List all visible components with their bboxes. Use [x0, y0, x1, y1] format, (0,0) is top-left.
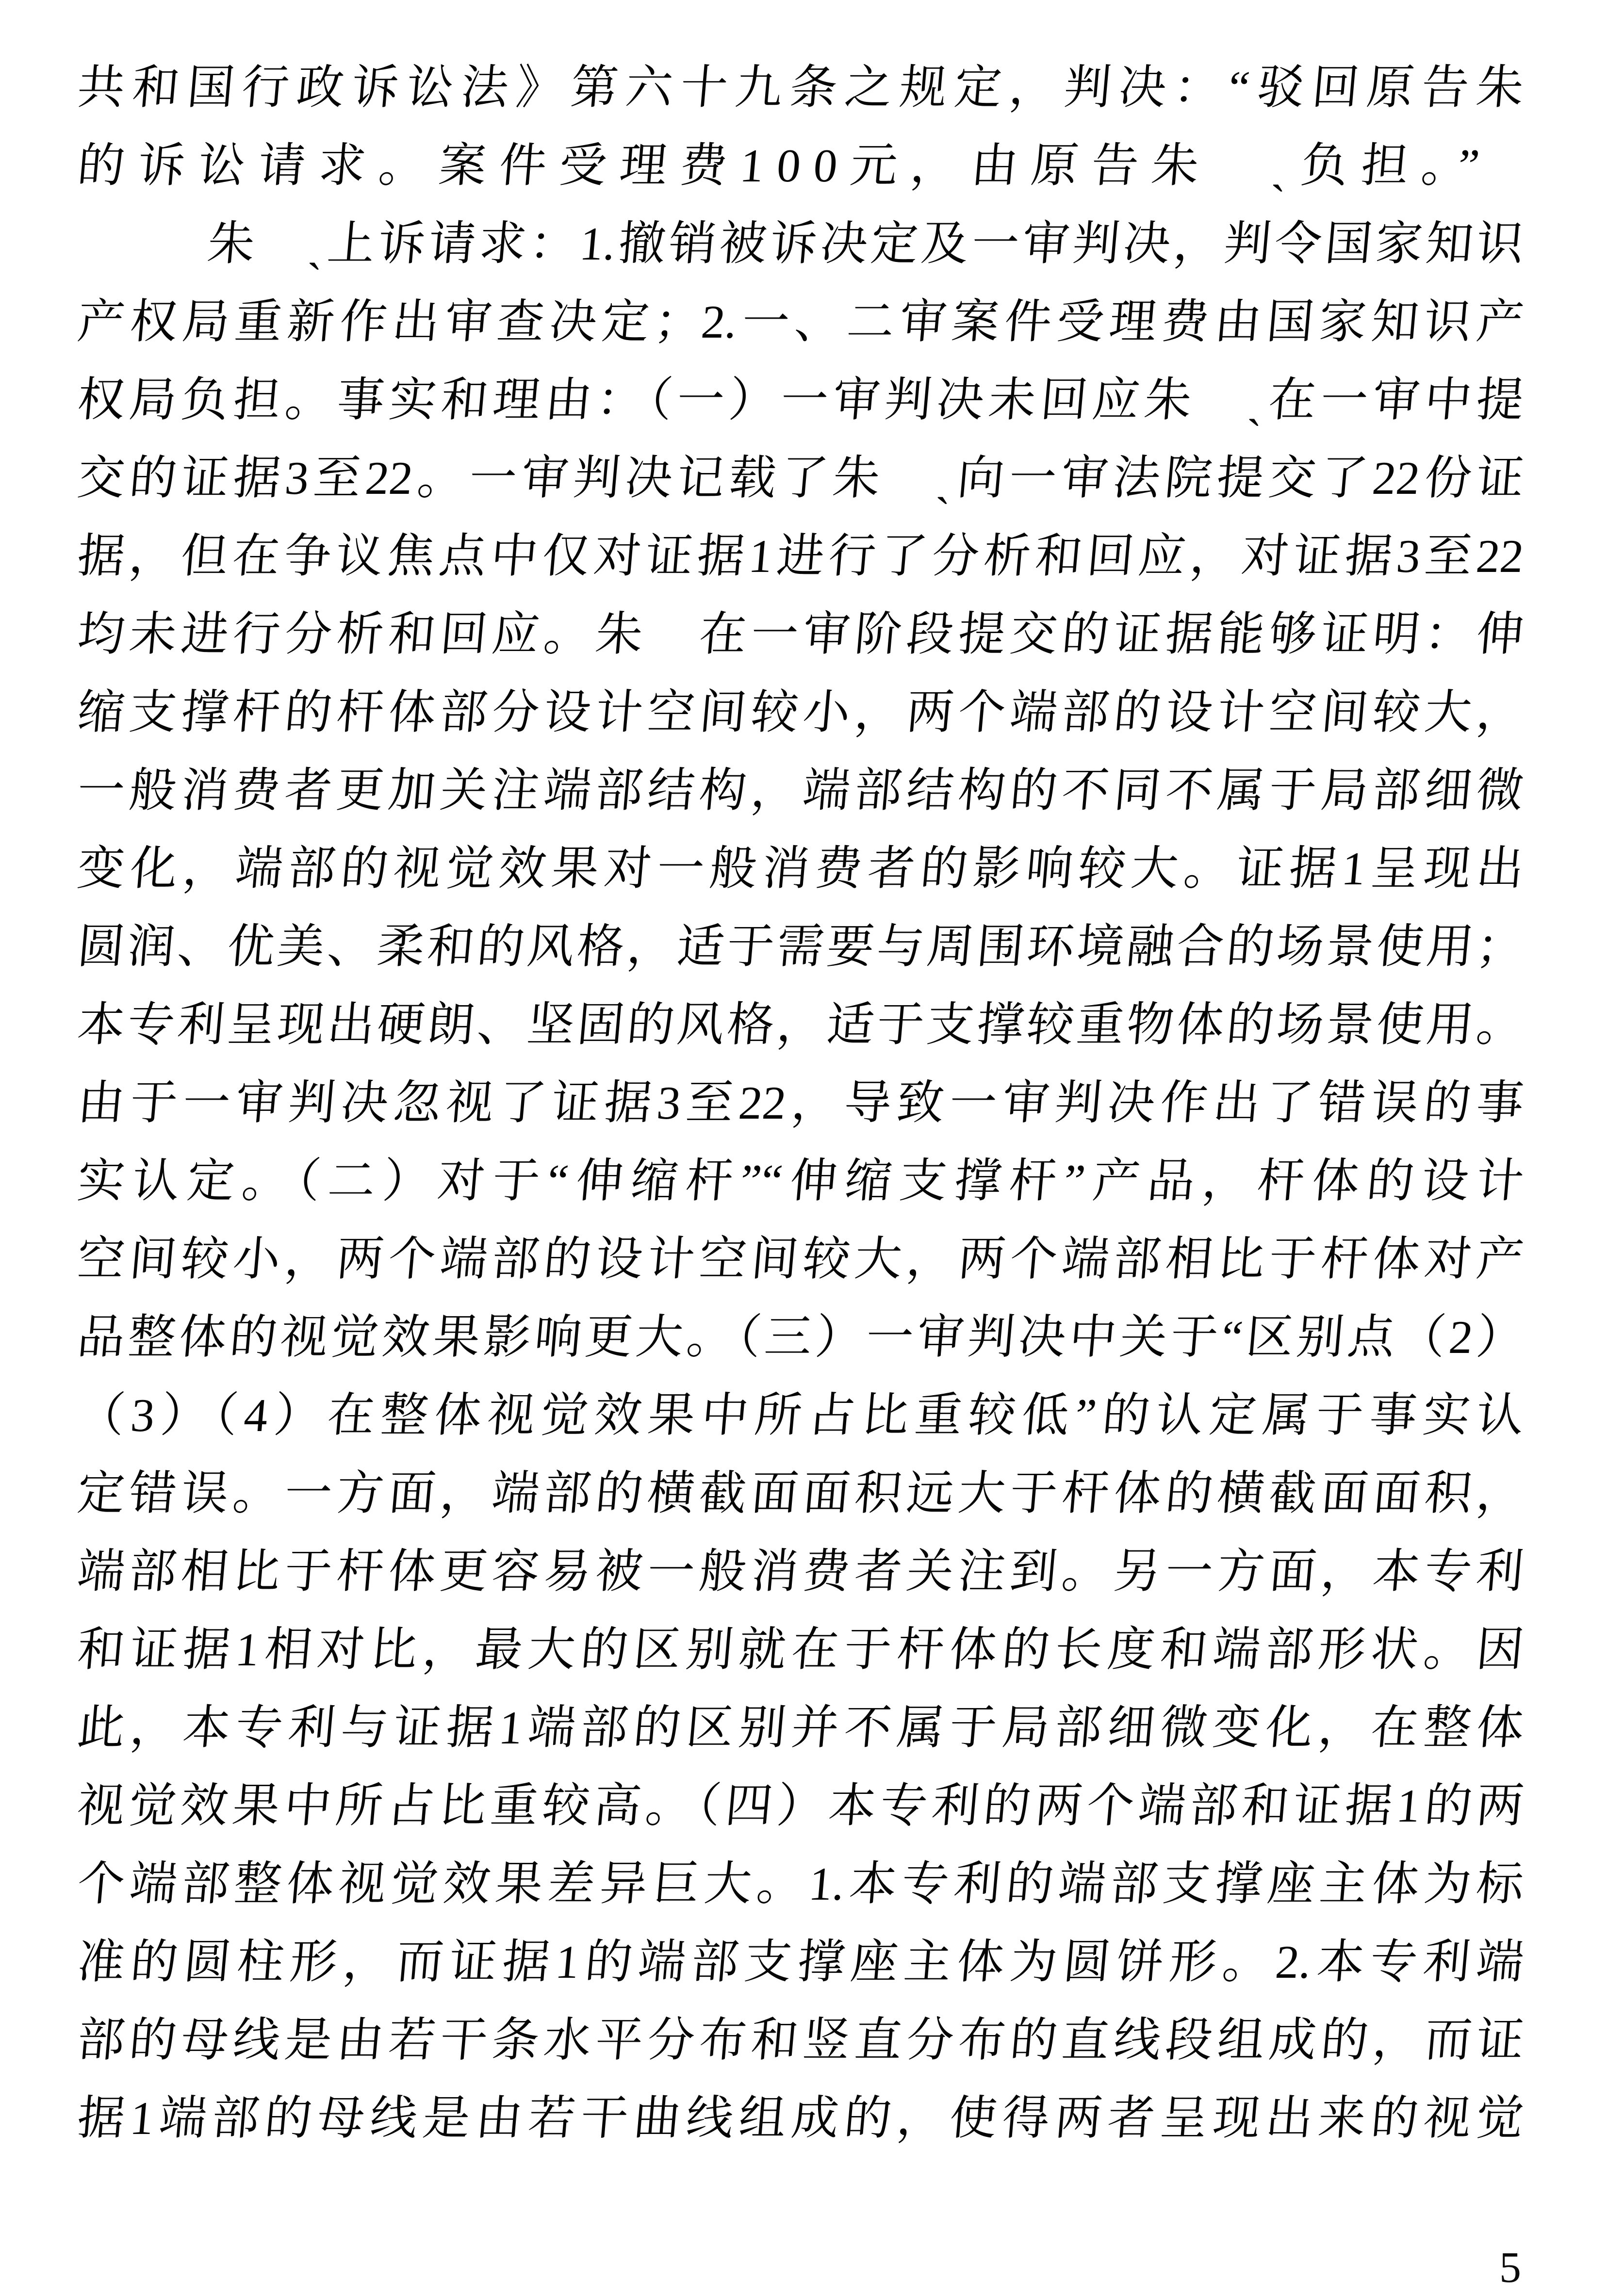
text-line: 品整体的视觉效果影响更大。（三）一审判决中关于“区别点（2）: [75, 1311, 1526, 1363]
page-number: 5: [1499, 2244, 1521, 2292]
text-line: 权局负担。事实和理由：（一）一审判决未回应朱 ˏ在一审中提: [75, 374, 1526, 426]
text-line: 朱 ˏ上诉请求：1.撤销被诉决定及一审判决，判令国家知识: [205, 218, 1526, 270]
text-line: 均未进行分析和回应。朱 在一审阶段提交的证据能够证明：伸: [75, 608, 1526, 660]
text-line: 一般消费者更加关注端部结构，端部结构的不同不属于局部细微: [75, 765, 1526, 816]
text-line: 变化，端部的视觉效果对一般消费者的影响较大。证据1呈现出: [75, 843, 1526, 895]
text-line: 的诉讼请求。案件受理费100元，由原告朱 ˏ负担。”: [75, 140, 1495, 192]
text-line: 据，但在争议焦点中仅对证据1进行了分析和回应，对证据3至22: [75, 530, 1526, 582]
text-line: 实认定。（二）对于“伸缩杆”“伸缩支撑杆”产品，杆体的设计: [75, 1155, 1526, 1207]
text-line: 视觉效果中所占比重较高。（四）本专利的两个端部和证据1的两: [75, 1780, 1526, 1832]
text-line: 端部相比于杆体更容易被一般消费者关注到。另一方面，本专利: [75, 1546, 1526, 1597]
text-line: 产权局重新作出审查决定；2.一、二审案件受理费由国家知识产: [75, 296, 1526, 348]
text-line: 准的圆柱形，而证据1的端部支撑座主体为圆饼形。2.本专利端: [75, 1936, 1526, 1988]
text-line: 定错误。一方面，端部的横截面面积远大于杆体的横截面面积，: [75, 1467, 1526, 1519]
text-line: 空间较小，两个端部的设计空间较大，两个端部相比于杆体对产: [75, 1233, 1526, 1285]
text-line: 部的母线是由若干条水平分布和竖直分布的直线段组成的，而证: [75, 2014, 1526, 2066]
text-line: （3）（4）在整体视觉效果中所占比重较低”的认定属于事实认: [75, 1389, 1526, 1441]
text-line: 圆润、优美、柔和的风格，适于需要与周围环境融合的场景使用；: [75, 921, 1526, 973]
body-text: [75, 49, 1526, 2157]
text-line: 交的证据3至22。一审判决记载了朱 ˏ向一审法院提交了22份证: [75, 452, 1526, 504]
text-line: 缩支撑杆的杆体部分设计空间较小，两个端部的设计空间较大，: [75, 686, 1526, 738]
text-line: 此，本专利与证据1端部的区别并不属于局部细微变化，在整体: [75, 1702, 1526, 1754]
text-line: 共和国行政诉讼法》第六十九条之规定，判决：“驳回原告朱: [75, 62, 1526, 114]
text-line: 据1端部的母线是由若干曲线组成的，使得两者呈现出来的视觉: [75, 2092, 1526, 2144]
text-line: 个端部整体视觉效果差异巨大。1.本专利的端部支撑座主体为标: [75, 1858, 1526, 1910]
text-line: 由于一审判决忽视了证据3至22，导致一审判决作出了错误的事: [75, 1077, 1526, 1129]
text-line: 本专利呈现出硬朗、坚固的风格，适于支撑较重物体的场景使用。: [75, 999, 1526, 1051]
text-line: 和证据1相对比，最大的区别就在于杆体的长度和端部形状。因: [75, 1624, 1526, 1676]
